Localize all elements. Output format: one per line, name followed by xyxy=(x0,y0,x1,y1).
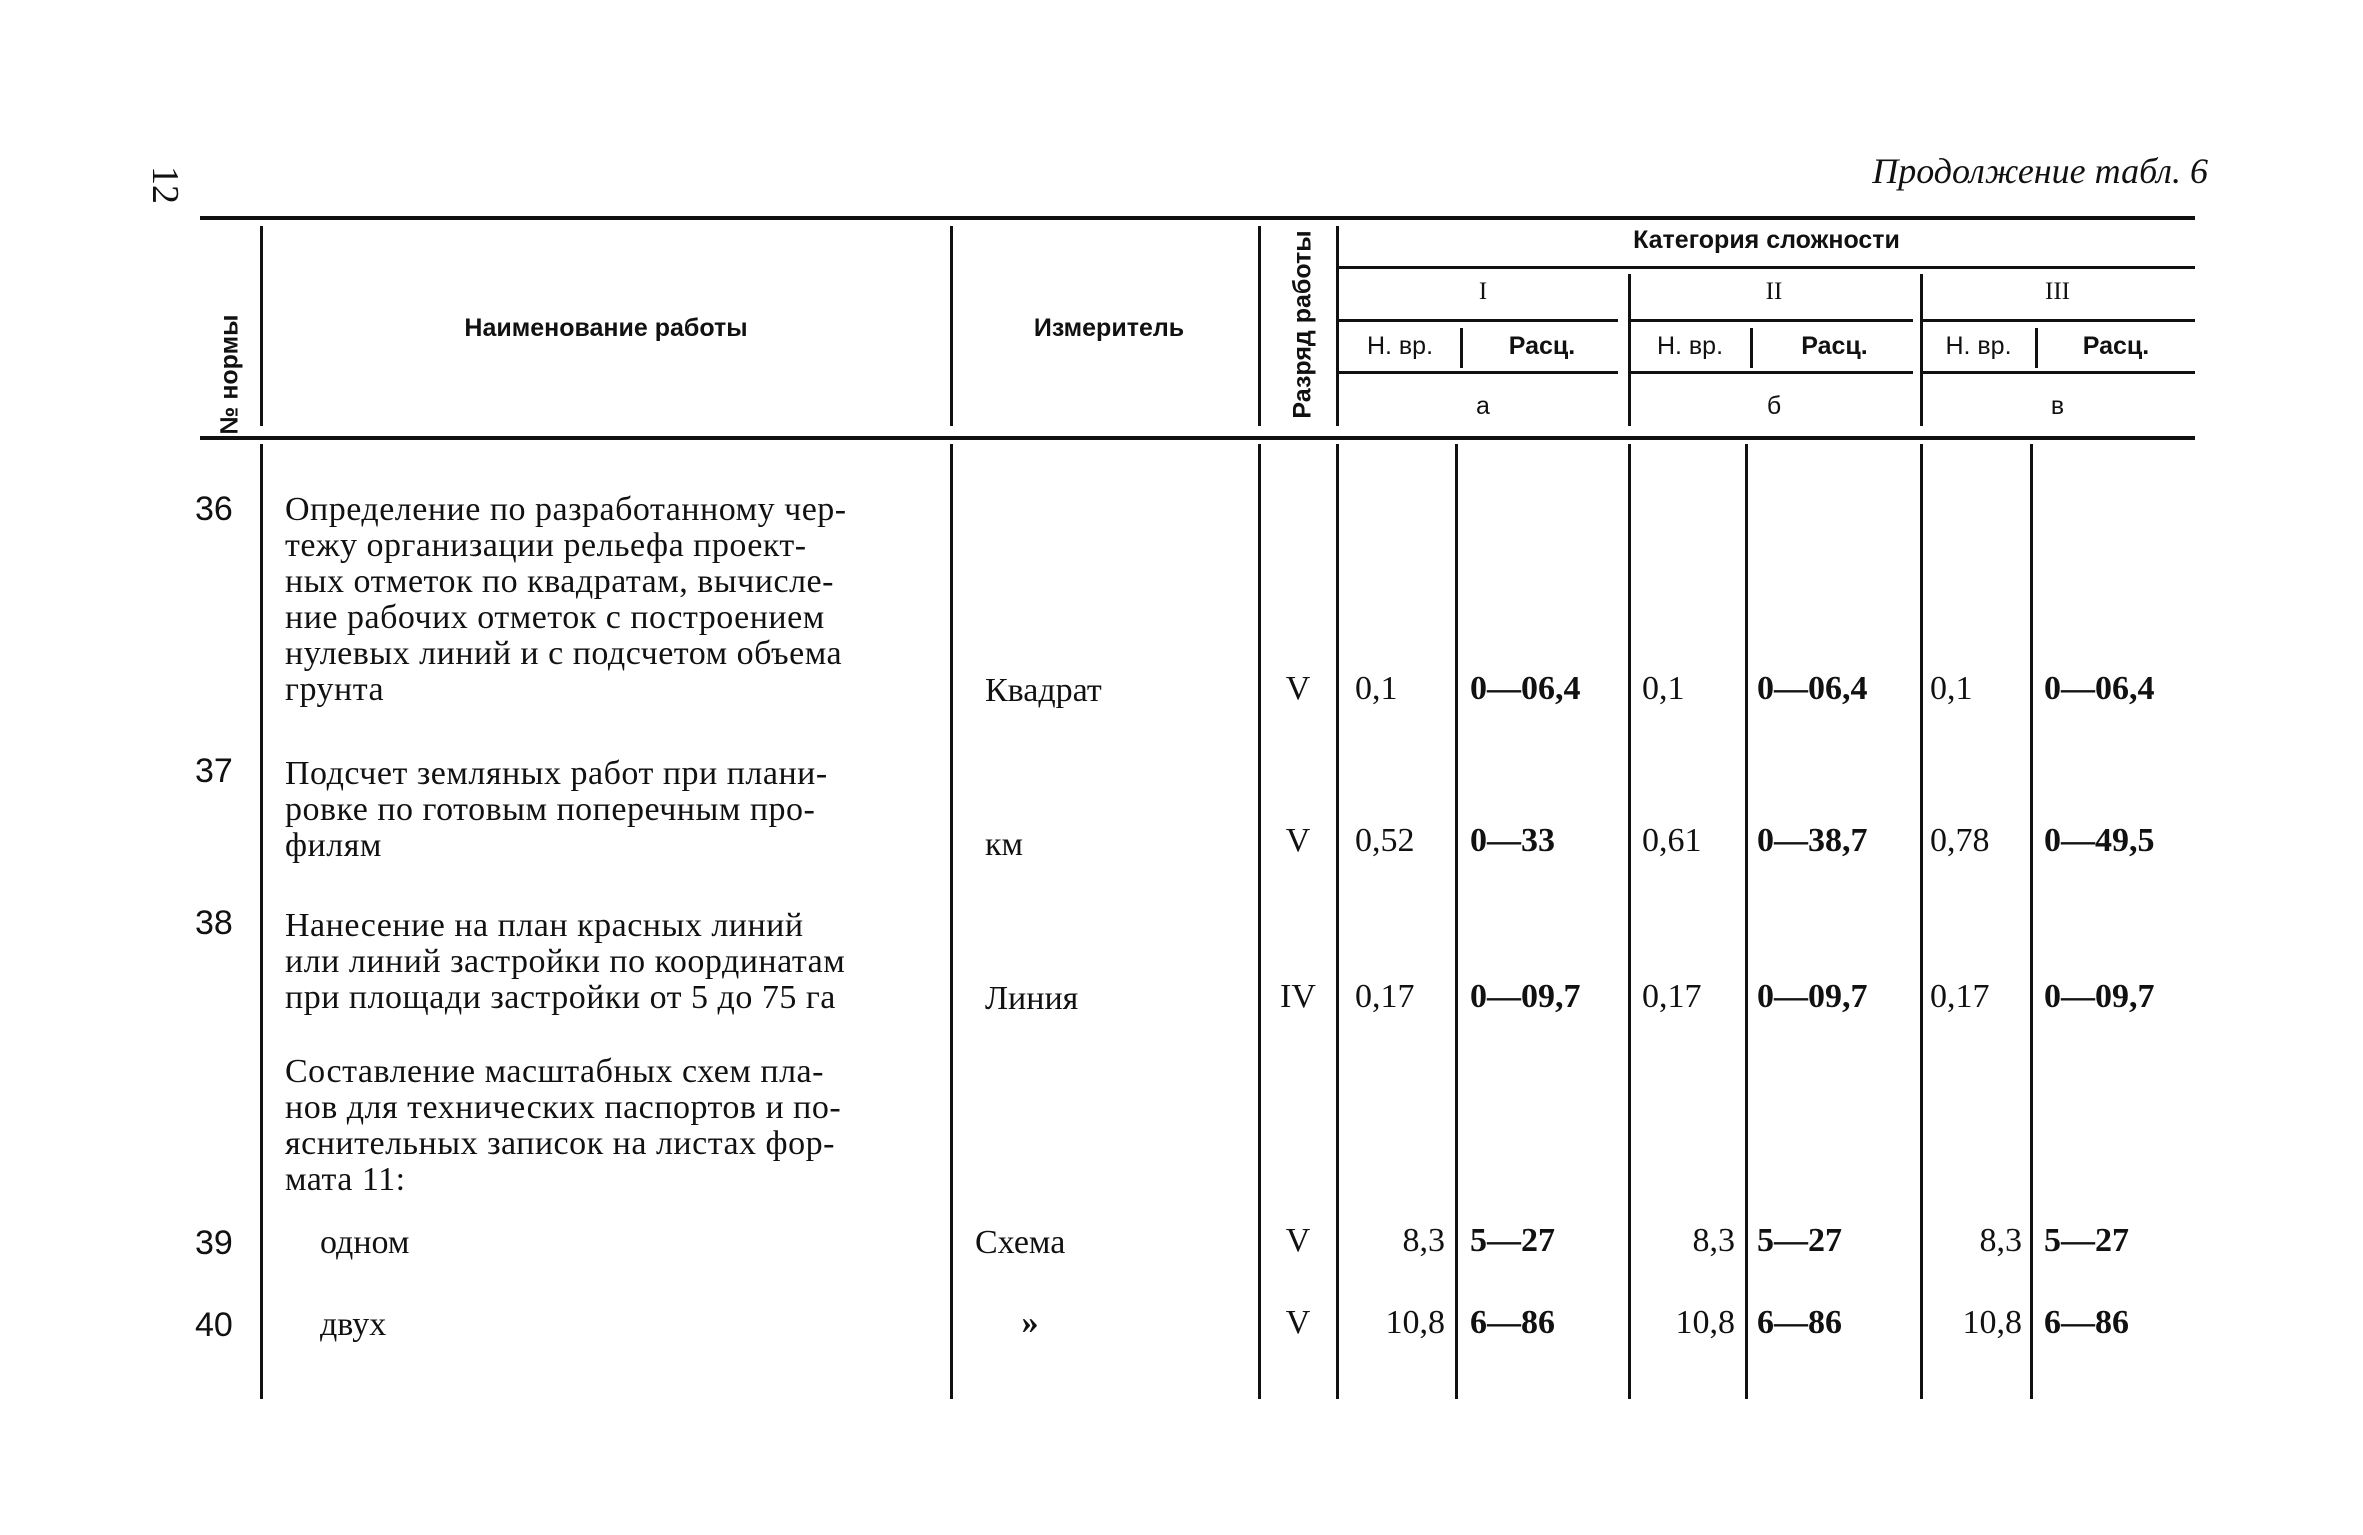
row-ii-hvr: 10,8 xyxy=(1675,1304,1735,1341)
row-i-rasc: 5—27 xyxy=(1470,1222,1555,1259)
b-ii-r xyxy=(1745,444,1748,1399)
row-grade: V xyxy=(1285,822,1311,859)
row-iii-hvr: 0,1 xyxy=(1930,670,1973,707)
row-iii-rasc: 0—06,4 xyxy=(2044,670,2155,707)
row-grade: V xyxy=(1285,670,1311,707)
b-no xyxy=(260,444,263,1399)
row-grade: IV xyxy=(1280,978,1316,1015)
header-iii-hvr: Н. вр. xyxy=(1945,332,2012,360)
header-measure: Измеритель xyxy=(1033,314,1185,342)
row-iii-hvr: 8,3 xyxy=(1979,1222,2022,1259)
hvr-rule-II xyxy=(1628,371,1913,374)
row-i-hvr: 0,17 xyxy=(1355,978,1415,1015)
row-ii-rasc: 6—86 xyxy=(1757,1304,1842,1341)
page-number: 12 xyxy=(144,166,186,204)
row-description: Подсчет земляных работ при плани- ровке по готовым поперечным про- филям xyxy=(285,755,828,864)
header-i-rasc: Расц. xyxy=(1508,332,1576,360)
row-number: 36 xyxy=(195,490,233,528)
b-i-r xyxy=(1455,444,1458,1399)
header-cat-II: II xyxy=(1765,278,1783,305)
header-cat-I: I xyxy=(1478,278,1488,305)
group-description: Составление масштабных схем пла- нов для технических паспортов и по- яснительных записок на листах фор- мата 11: xyxy=(285,1053,842,1198)
row-measure: км xyxy=(985,826,1024,863)
header-sub-a: а xyxy=(1476,392,1490,420)
cat-III-rule xyxy=(1923,319,2195,322)
row-number: 40 xyxy=(195,1306,233,1344)
row-iii-rasc: 6—86 xyxy=(2044,1304,2129,1341)
row-iii-hvr: 10,8 xyxy=(1962,1304,2022,1341)
row-ii-rasc: 0—06,4 xyxy=(1757,670,1868,707)
b-grade xyxy=(1336,444,1339,1399)
row-measure: Схема xyxy=(975,1224,1066,1261)
row-iii-hvr: 0,78 xyxy=(1930,822,1990,859)
header-ii-rasc: Расц. xyxy=(1801,332,1868,360)
row-iii-rasc: 0—09,7 xyxy=(2044,978,2155,1015)
row-ii-rasc: 5—27 xyxy=(1757,1222,1842,1259)
b-measure xyxy=(1258,444,1261,1399)
row-measure: » xyxy=(1021,1304,1039,1341)
row-i-hvr: 10,8 xyxy=(1385,1304,1445,1341)
row-ii-hvr: 0,61 xyxy=(1642,822,1702,859)
row-i-rasc: 0—09,7 xyxy=(1470,978,1581,1015)
row-ii-hvr: 8,3 xyxy=(1692,1222,1735,1259)
hvr-rule-III xyxy=(1923,371,2195,374)
cat-I-rule xyxy=(1338,319,1618,322)
header-grade: Разряд работы xyxy=(1288,230,1317,419)
header-bottom-rule xyxy=(200,436,2195,440)
continuation-title: Продолжение табл. 6 xyxy=(1872,151,2208,191)
row-i-hvr: 0,1 xyxy=(1355,670,1398,707)
hvr-rule-I xyxy=(1338,371,1618,374)
header-sub-v: в xyxy=(2050,392,2065,420)
header-iii-rasc: Расц. xyxy=(2082,332,2150,360)
row-grade: V xyxy=(1285,1222,1311,1259)
row-ii-hvr: 0,1 xyxy=(1642,670,1685,707)
b-iii-r xyxy=(2030,444,2033,1399)
row-ii-rasc: 0—38,7 xyxy=(1757,822,1868,859)
row-label: двух xyxy=(320,1306,387,1343)
row-i-hvr: 0,52 xyxy=(1355,822,1415,859)
header-work-name: Наименование работы xyxy=(464,314,748,342)
row-description: Определение по разработанному чер- тежу организации рельефа проект- ных отметок по квадратам, вычисле- ние рабочих отметок с построением нулевых линий и с подсчетом объема грунта xyxy=(285,491,847,708)
row-iii-rasc: 5—27 xyxy=(2044,1222,2129,1259)
row-iii-hvr: 0,17 xyxy=(1930,978,1990,1015)
b-name xyxy=(950,444,953,1399)
cat-II-rule xyxy=(1628,319,1913,322)
row-i-rasc: 0—33 xyxy=(1470,822,1555,859)
row-grade: V xyxy=(1285,1304,1311,1341)
row-number: 37 xyxy=(195,752,233,790)
table-top-rule xyxy=(200,216,2195,220)
row-measure: Квадрат xyxy=(985,672,1102,709)
header-i-hvr: Н. вр. xyxy=(1366,332,1434,360)
v-name xyxy=(950,226,953,426)
row-measure: Линия xyxy=(985,980,1079,1017)
row-description: Нанесение на план красных линий или линий застройки по координатам при площади застройки от 5 до 75 га xyxy=(285,907,846,1016)
header-cat-III: III xyxy=(2045,278,2070,305)
v-measure xyxy=(1258,226,1261,426)
header-complexity: Категория сложности xyxy=(1633,226,1900,254)
row-ii-rasc: 0—09,7 xyxy=(1757,978,1868,1015)
row-i-rasc: 6—86 xyxy=(1470,1304,1555,1341)
header-norm-no: № нормы xyxy=(215,314,244,435)
row-i-rasc: 0—06,4 xyxy=(1470,670,1581,707)
row-i-hvr: 8,3 xyxy=(1402,1222,1445,1259)
row-ii-hvr: 0,17 xyxy=(1642,978,1702,1015)
row-number: 39 xyxy=(195,1224,233,1262)
header-ii-hvr: Н. вр. xyxy=(1656,332,1724,360)
header-sub-b: б xyxy=(1766,392,1782,420)
row-iii-rasc: 0—49,5 xyxy=(2044,822,2155,859)
row-label: одном xyxy=(320,1224,410,1261)
row-number: 38 xyxy=(195,904,233,942)
complexity-rule xyxy=(1338,266,2195,269)
